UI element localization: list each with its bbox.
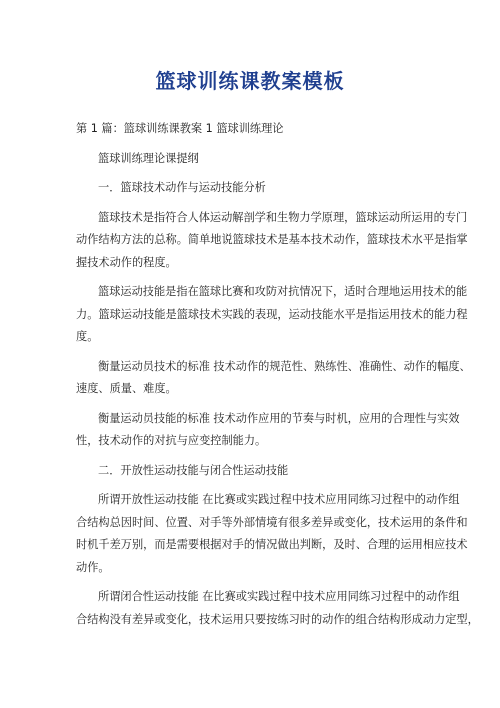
document-body <box>76 118 479 631</box>
paragraph-line: 合结构总因时间、位置、对手等外部情境有很多差异或变化，技术运用的条件和 <box>76 515 468 529</box>
paragraph-line: 速度、质量、难度。 <box>76 382 177 395</box>
paragraph-line: 性，技术动作的对抗与应变控制能力。 <box>76 434 267 447</box>
paragraph-motor-skill <box>76 281 468 349</box>
paragraph-line: 衡量运动员技能的标准 技术动作应用的节奏与时机，应用的合理性与实效 <box>98 411 460 425</box>
chapter-heading: 第 1 篇：篮球训练课教案 1 篮球训练理论 <box>76 122 284 135</box>
paragraph-line: 所谓开放性运动技能 在比赛或实践过程中技术应用同练习过程中的动作组 <box>98 493 460 506</box>
paragraph-line: 力。篮球运动技能是篮球技术实践的表现，运动技能水平是指运用技术的能力程 <box>76 307 468 321</box>
paragraph-line: 握技术动作的程度。 <box>76 255 177 269</box>
outline-title: 篮球训练理论课提纲 <box>98 151 199 165</box>
paragraph-open-skill <box>76 489 468 579</box>
paragraph-skill-standard <box>76 408 460 453</box>
paragraph-line: 时机千差万别，而是需要根据对手的情况做出判断，及时、合理的运用相应技术 <box>76 538 468 551</box>
paragraph-line: 度。 <box>76 330 99 343</box>
section-heading-2: 二．开放性运动技能与闭合性运动技能 <box>98 463 289 477</box>
paragraph-technique-standard <box>76 356 471 401</box>
paragraph-line: 所谓闭合性运动技能 在比赛或实践过程中技术应用同练习过程中的动作组 <box>98 590 460 603</box>
paragraph-basketball-technique <box>76 207 468 275</box>
section-heading-1: 一．篮球技术动作与运动技能分析 <box>98 181 266 194</box>
paragraph-line: 动作结构方法的总称。简单地说篮球技术是基本技术动作，篮球技术水平是指掌 <box>76 233 468 246</box>
paragraph-closed-skill <box>76 586 479 631</box>
document-title: 篮球训练课教案模板 <box>155 69 345 93</box>
paragraph-line: 合结构没有差异或变化，技术运用只要按练习时的动作的组合结构形成动力定型， <box>76 612 479 626</box>
paragraph-line: 篮球运动技能是指在篮球比赛和攻防对抗情况下，适时合理地运用技术的能 <box>98 285 468 298</box>
paragraph-line: 衡量运动员技术的标准 技术动作的规范性、熟练性、准确性、动作的幅度、 <box>98 359 471 373</box>
paragraph-line: 篮球技术是指符合人体运动解剖学和生物力学原理，篮球运动所运用的专门 <box>98 210 468 224</box>
paragraph-line: 动作。 <box>76 560 110 574</box>
